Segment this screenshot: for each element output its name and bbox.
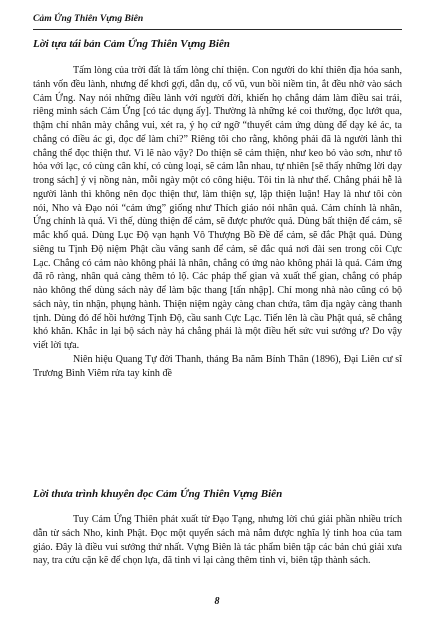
running-header: Cảm Ứng Thiên Vựng Biên [33, 13, 144, 24]
preface-paragraph: Tấm lòng của trời đất là tấm lòng chí thiện. Con người do khí thiên địa hóa sanh, tánh vốn đều lành, nhưng để khơi gợi, dẫn dụ, cổ vũ, vun bồi niềm tin, ắt đều nhờ vào sách Cảm Ứng. Nay nói những điều lành với người đời, khiến họ chẳng dám làm điều sai trái, riêng mình sách Cảm Ứng [có tác dụng ấy]. Thường là những kẻ coi thường, đọc lướt qua, thậm chí nhân mày chẳng vui, xét ra, ý họ cứ ngỡ “thuyết cảm ứng dùng để dạy kẻ ác, ta chẳng có điều ác gì, đọc để làm chi?” Riêng tôi cho rằng, không phải đã là người lành thì chẳng thể đọc thiện thư. Vì lẽ nào vậy? Do thiện sẽ cảm thiện, như keo bỏ vào sơn, như tô hỏa với lạc, có cùng cân khí, có cùng loại, sẽ cảm lẫn nhau, tự nhiên [sẽ thấy những lời dạy trong sách] ý vị nồng nàn, mỗi ngày một có công hiệu. Tôi tin là như thế. Chẳng phải hễ là người lành thì không nên đọc thiện thư, làm thiện sự, lập thiện luận! Hay là như tôi còn nói, Nho và Đạo nói “cảm ứng” giống như Thích giáo nói nhân quả. Cảm chính là nhân, Ứng chính là quả. Vì thế, dùng thiện để cảm, sẽ được phước quả. Dùng bất thiện để cảm, sẽ mắc khổ quả. Dùng Lục Độ vạn hạnh Vô Thượng Bồ Đề để cảm, sẽ đắc Phật quả. Dùng siêng tu Tịnh Độ niệm Phật cầu vãng sanh để cảm, sẽ đắc quả nơi đài sen trong cõi Cực Lạc. Chẳng có cảm nào không phải là nhân, chẳng có ứng nào không phải là quả. Cảm ứng đã rõ ràng, nhân quả càng thêm tỏ lộ. Các pháp thế gian và xuất thế gian, chẳng có pháp nào không thể dùng sách này để làm bậc thang [tấn nhập]. Chỉ mong nhà nào cũng có bộ sách này, tin nhận, phụng hành. Thiện niệm ngày càng chan chứa, tâm địa ngày càng thanh tịnh. Dùng đó để hồi hướng Tịnh Độ, cầu sanh Cực Lạc. Tiến lên là cầu Phật quả, sẽ chẳng khó khăn. Khắc in lại bộ sách này há chẳng phải là một điều hết sức vui sướng ư? Do vậy viết lời tựa. [33, 65, 402, 351]
recommendation-paragraph: Tuy Cảm Ứng Thiên phát xuất từ Đạo Tạng, nhưng lời chú giải phần nhiều trích dẫn từ sách Nho, kinh Phật. Đọc một quyển sách mà nắm được nghĩa lý tinh hoa của tam giáo. Đây là điều vui sướng thứ nhất. Vựng Biên là tác phẩm biên tập các bản chú giải xưa nay, tra cứu cặn kẽ để chọn lựa, đã tinh vi lại càng thêm tinh vi, biên tập thành sách. [33, 514, 402, 567]
section-heading-preface: Lời tựa tái bản Cảm Ứng Thiên Vựng Biên [33, 38, 230, 50]
preface-signature-paragraph: Niên hiệu Quang Tự đời Thanh, tháng Ba năm Bính Thân (1896), Đại Liên cư sĩ Trương Bình Viêm rửa tay kính đề [33, 353, 402, 379]
header-rule [33, 29, 402, 30]
recommendation-body [33, 513, 402, 593]
page-number: 8 [214, 596, 220, 607]
section-heading-recommendation: Lời thưa trình khuyên đọc Cảm Ứng Thiên Vựng Biên [33, 488, 283, 500]
preface-body [33, 64, 402, 476]
